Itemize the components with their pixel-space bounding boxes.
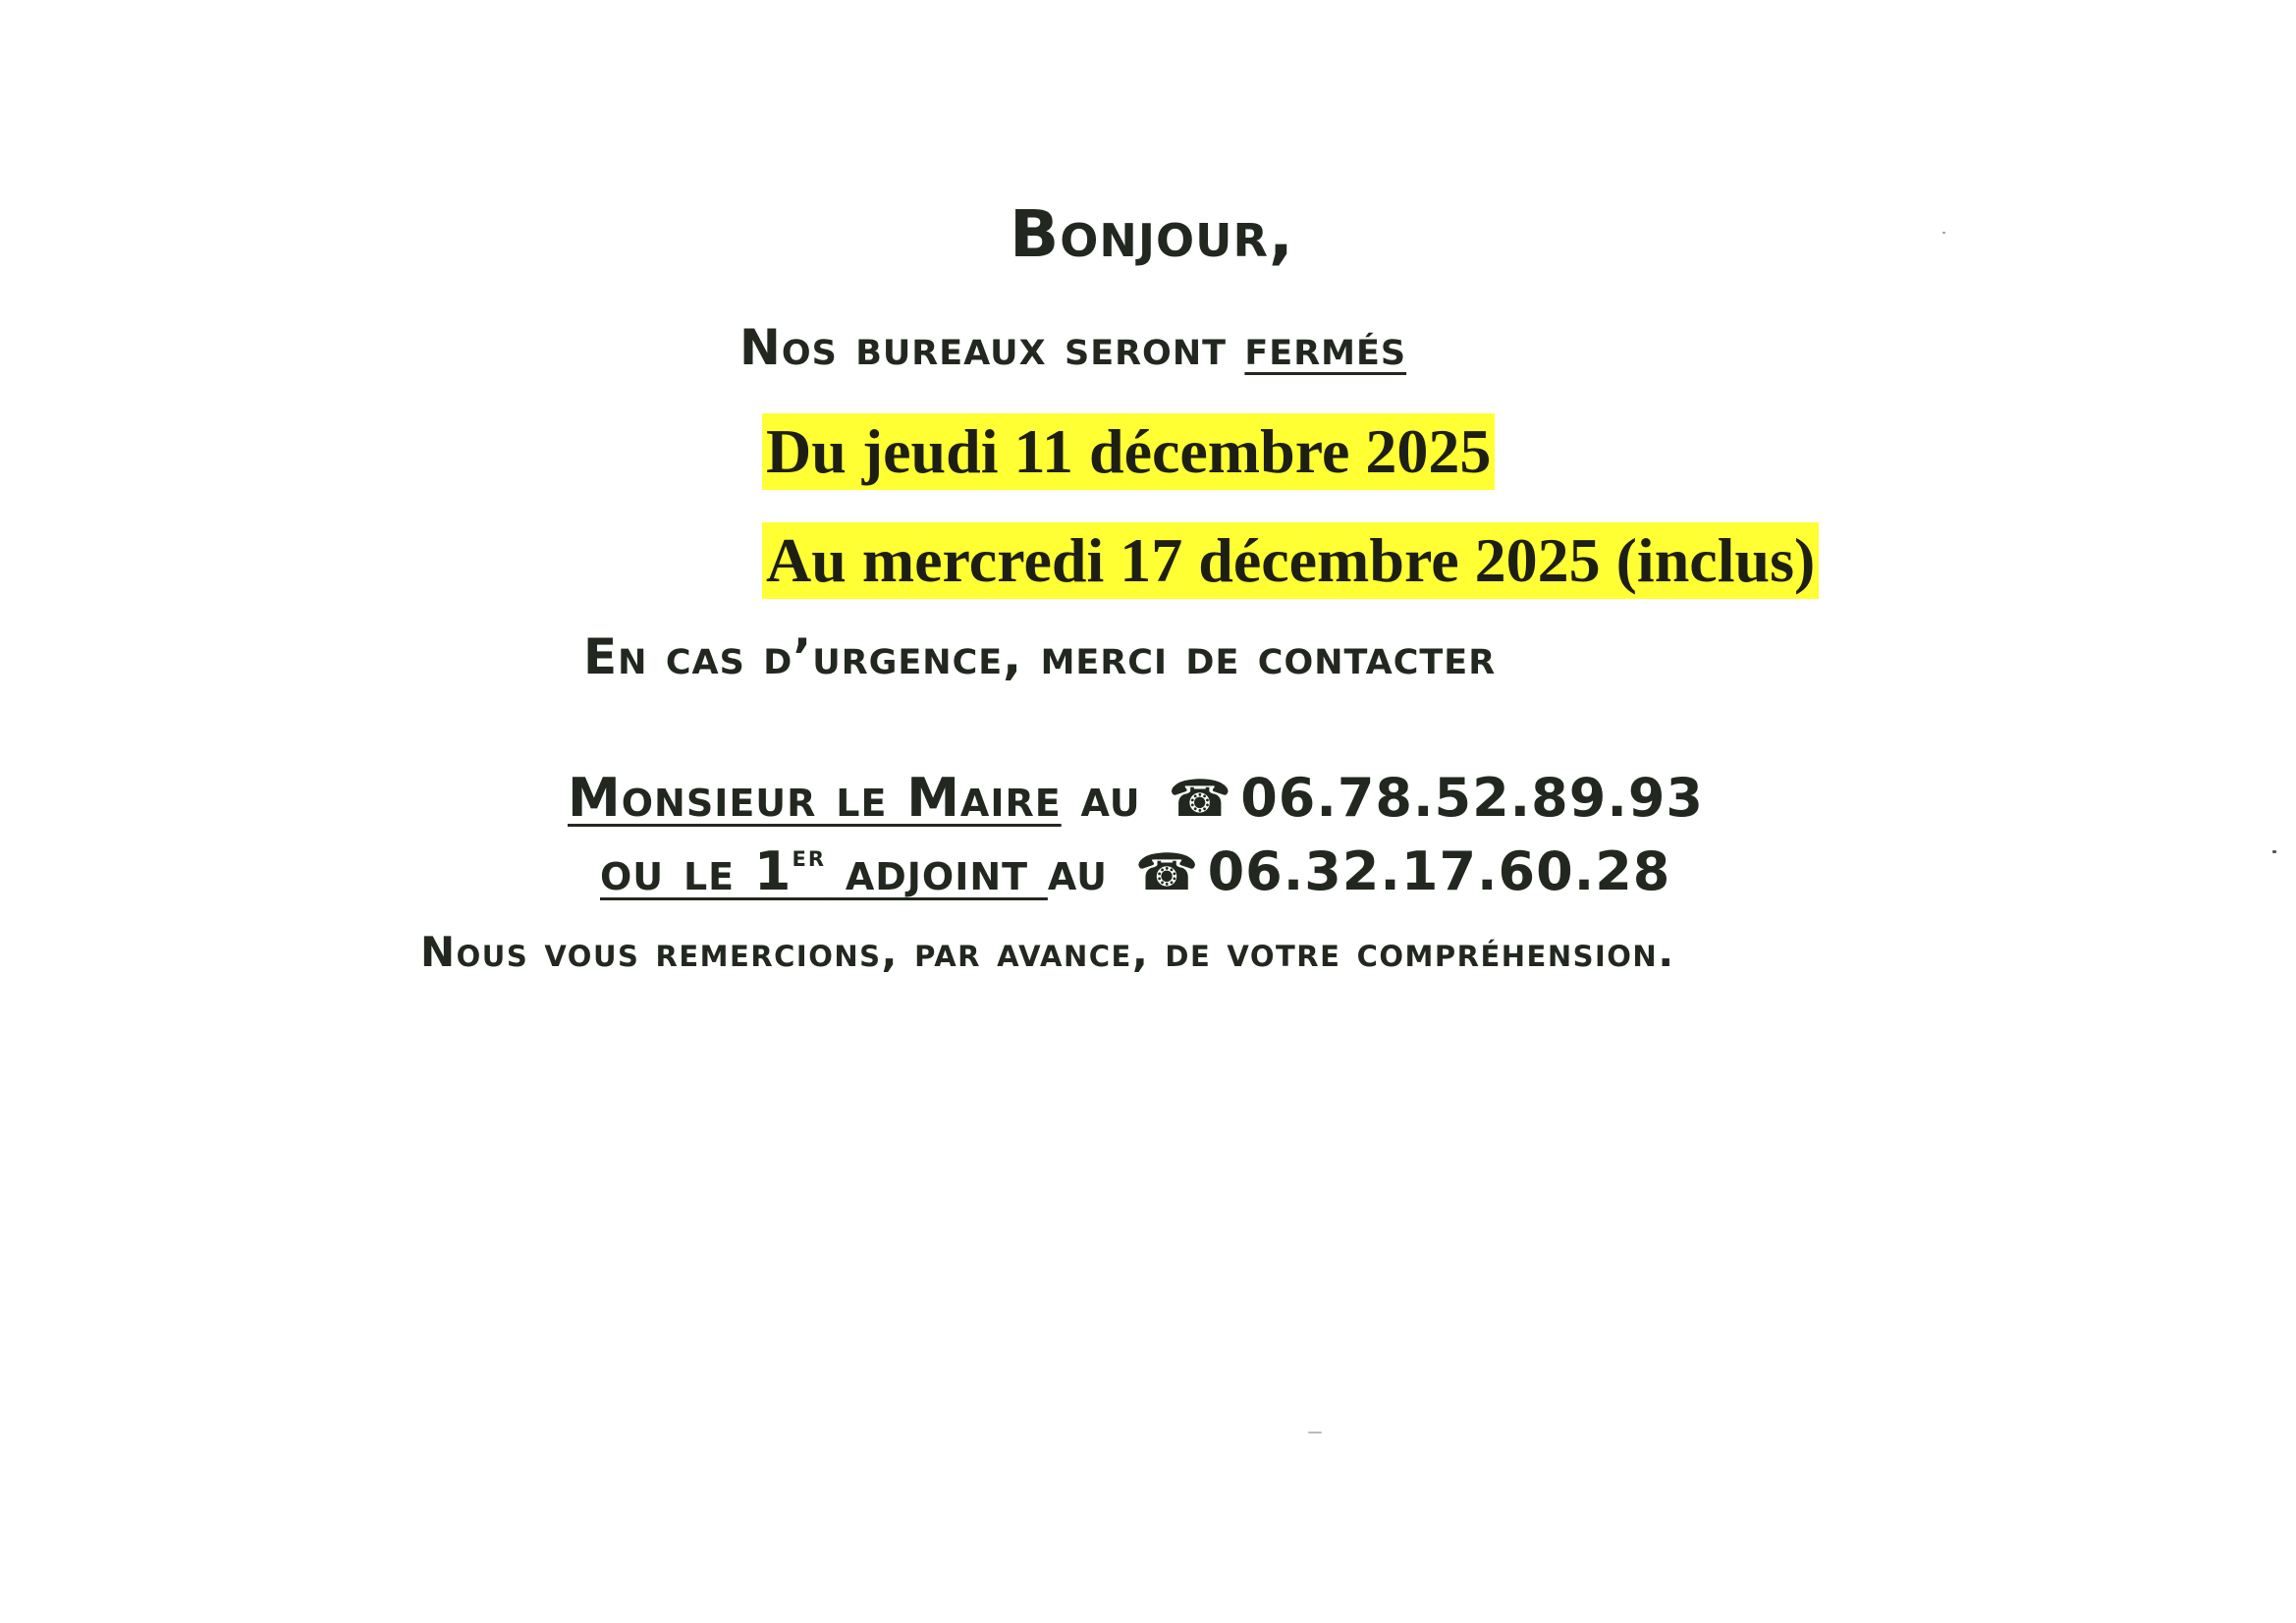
contact-mayor-connector: au: [1061, 767, 1161, 829]
contact-deputy-name-prefix: ou le 1: [600, 840, 793, 902]
closure-end-date: Au mercredi 17 décembre 2025 (inclus): [762, 522, 1819, 599]
contact-deputy-name-sup: er: [792, 839, 827, 874]
scan-speck: [1942, 232, 1945, 234]
thanks-message: Nous vous remercions, par avance, de votre compréhension.: [420, 928, 1675, 976]
contact-mayor-phone: 06.78.52.89.93: [1240, 767, 1704, 829]
urgency-heading: En cas d’urgence, merci de contacter: [583, 628, 1497, 685]
contact-deputy-connector: au: [1047, 840, 1127, 902]
closure-start-date: Du jeudi 11 décembre 2025: [762, 413, 1495, 490]
scan-speck: [1308, 1432, 1322, 1434]
contact-deputy-phone: 06.32.17.60.28: [1207, 840, 1671, 902]
contact-mayor-name: Monsieur le Maire: [568, 767, 1062, 829]
greeting: Bonjour,: [1010, 196, 1294, 272]
phone-icon: ☎: [1168, 770, 1233, 829]
contact-deputy-name: [600, 840, 1048, 902]
closure-statement-prefix: Nos bureaux seront: [739, 319, 1245, 376]
closure-statement: [739, 319, 1406, 376]
contact-deputy: [600, 839, 1670, 902]
phone-icon: ☎: [1134, 843, 1200, 902]
contact-deputy-name-suffix: adjoint: [826, 840, 1048, 902]
contact-mayor: [568, 767, 1704, 829]
closed-word: fermés: [1244, 319, 1407, 376]
scan-speck: [2272, 850, 2276, 853]
